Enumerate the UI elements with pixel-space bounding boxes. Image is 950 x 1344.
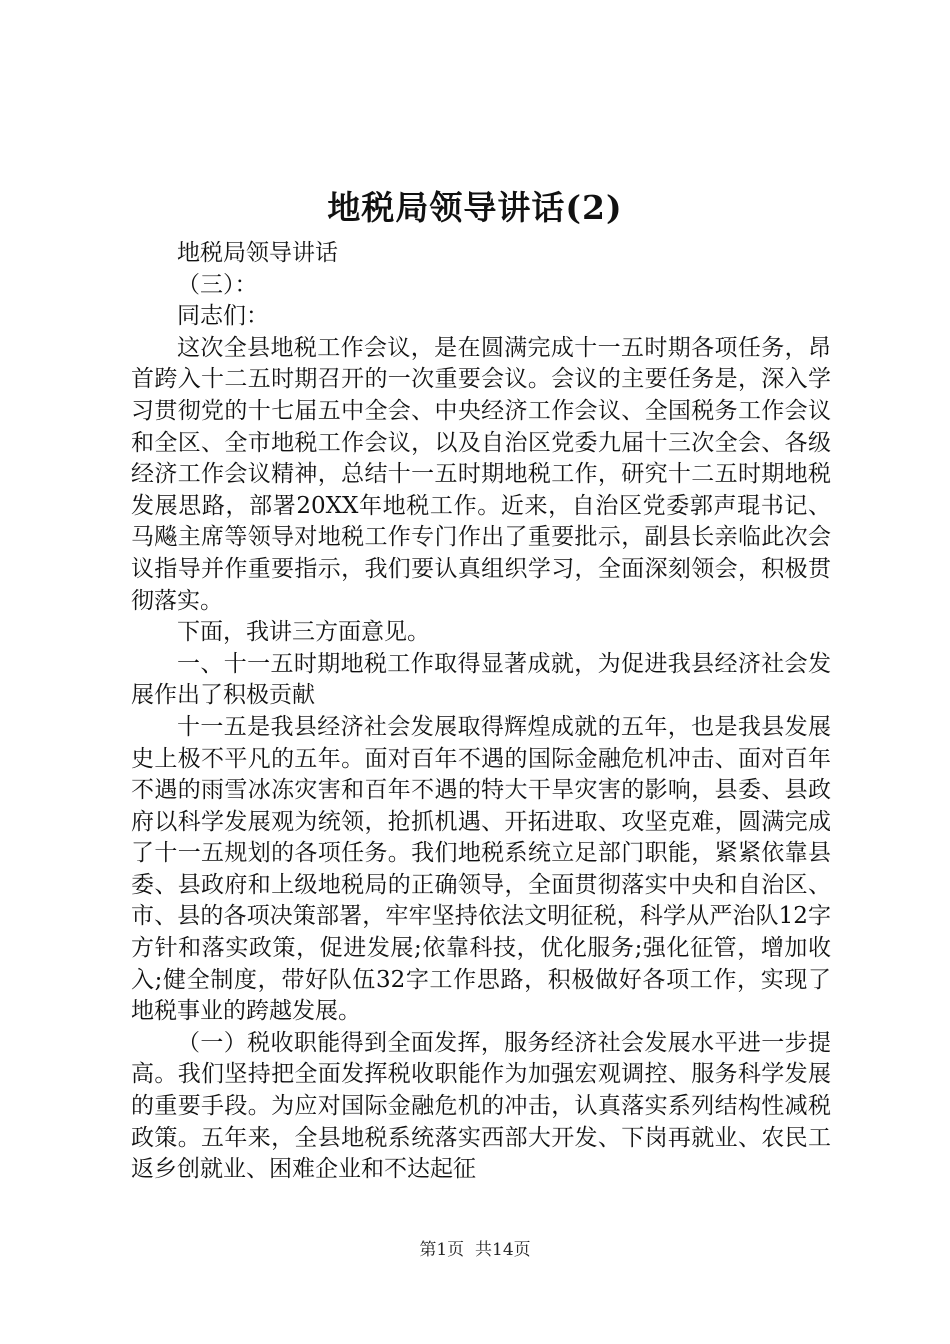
page-footer: [0, 1238, 950, 1262]
paragraph-achievements: 十一五是我县经济社会发展取得辉煌成就的五年，也是我县发展史上极不平凡的五年。面对百年不遇的国际金融危机冲击、面对百年不遇的雨雪冰冻灾害和百年不遇的特大干旱灾害的影响，县委、县政府以科学发展观为统领，抢抓机遇、开拓进取、攻坚克难，圆满完成了十一五规划的各项任务。我们地税系统立足部门职能，紧紧依靠县委、县政府和上级地税局的正确领导，全面贯彻落实中央和自治区、市、县的各项决策部署，牢牢坚持依法文明征税，科学从严治队12字方针和落实政策，促进发展;依靠科技，优化服务;强化征管，增加收入;健全制度，带好队伍32字工作思路，积极做好各项工作，实现了地税事业的跨越发展。: [131, 713, 831, 1025]
document-title: 地税局领导讲话(2): [327, 188, 623, 227]
paragraph-section-heading: 一、十一五时期地税工作取得显著成就，为促进我县经济社会发展作出了积极贡献: [131, 650, 831, 709]
paragraph-tax-function: （一）税收职能得到全面发挥，服务经济社会发展水平进一步提高。我们坚持把全面发挥税收职能作为加强宏观调控、服务科学发展的重要手段。为应对国际金融危机的冲击，认真落实系列结构性减税政策。五年来，全县地税系统落实西部大开发、下岗再就业、农民工返乡创就业、困难企业和不达起征: [131, 1029, 831, 1183]
page-total: 共14页: [475, 1240, 531, 1260]
page-number: 第1页: [419, 1240, 465, 1260]
paragraph-section-number: （三）：: [177, 271, 258, 298]
document-body: [131, 238, 831, 1186]
paragraph-outline: 下面，我讲三方面意见。: [177, 619, 430, 646]
paragraph-intro: 这次全县地税工作会议，是在圆满完成十一五时期各项任务，昂首跨入十二五时期召开的一次重要会议。会议的主要任务是，深入学习贯彻党的十七届五中全会、中央经济工作会议、全国税务工作会议和全区、全市地税工作会议，以及自治区党委九届十三次全会、各级经济工作会议精神，总结十一五时期地税工作，研究十二五时期地税发展思路，部署20XX年地税工作。近来，自治区党委郭声琨书记、马飚主席等领导对地税工作专门作出了重要批示，副县长亲临此次会议指导并作重要指示，我们要认真组织学习，全面深刻领会，积极贯彻落实。: [131, 334, 831, 614]
paragraph-salutation: 同志们：: [177, 303, 269, 330]
paragraph-heading: 地税局领导讲话: [177, 240, 338, 266]
